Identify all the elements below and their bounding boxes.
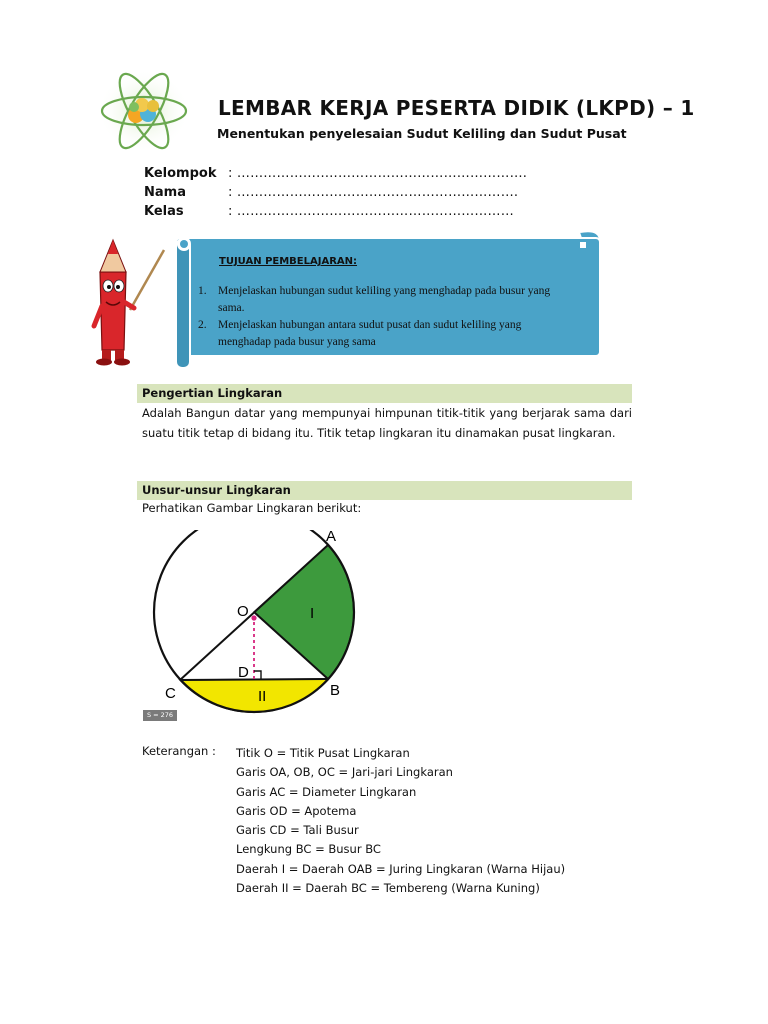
- label-a: A: [326, 530, 337, 545]
- goal-item: [198, 317, 568, 351]
- legend-label: Keterangan :: [142, 744, 216, 758]
- label-region-1: I: [310, 605, 315, 622]
- identity-row-kelas: [144, 204, 514, 219]
- atom-icon: [96, 68, 192, 154]
- identity-row-kelompok: [144, 166, 527, 181]
- page-subtitle: Menentukan penyelesaian Sudut Keliling dan Sudut Pusat: [217, 126, 627, 141]
- identity-label: Kelompok: [144, 166, 217, 181]
- tembereng-region: [180, 679, 328, 712]
- legend-item: Titik O = Titik Pusat Lingkaran: [236, 746, 410, 760]
- identity-row-nama: [144, 185, 518, 200]
- legend-item: Garis OA, OB, OC = Jari-jari Lingkaran: [236, 765, 453, 780]
- label-c: C: [165, 685, 176, 702]
- legend-item: Garis OD = Apotema: [236, 803, 357, 818]
- goal-number: 2.: [198, 319, 207, 331]
- goal-number: 1.: [198, 285, 207, 297]
- goal-text: Menjelaskan hubungan antara sudut pusat dan sudut keliling yang menghadap pada busur yang sama: [218, 319, 522, 348]
- legend-item: Daerah II = Daerah BC = Tembereng (Warna Kuning): [236, 881, 540, 896]
- figure-intro: Perhatikan Gambar Lingkaran berikut:: [142, 501, 362, 515]
- section-heading-definition: Pengertian Lingkaran: [137, 384, 632, 403]
- legend-item: Lengkung BC = Busur BC: [236, 842, 381, 857]
- goals-list: [198, 283, 568, 351]
- chord-cb: [180, 679, 328, 680]
- legend-list: [236, 744, 565, 898]
- center-point: [251, 615, 256, 620]
- right-angle-mark: [254, 671, 261, 679]
- label-o: O: [237, 603, 249, 620]
- identity-blank: : ………………..……………………………………….: [228, 166, 528, 181]
- definition-text: Adalah Bangun datar yang mempunyai himpunan titik-titik yang berjarak sama dari suatu titik tetap di bidang itu. Titik tetap lingkaran itu dinamakan pusat lingkaran.: [142, 406, 632, 440]
- legend-item: Garis AC = Diameter Lingkaran: [236, 784, 417, 799]
- identity-label: Nama: [144, 185, 186, 200]
- pencil-mascot-icon: [86, 232, 168, 368]
- goal-text: Menjelaskan hubungan sudut keliling yang menghadap pada busur yang sama.: [218, 285, 551, 314]
- identity-blank: : ………………………………………………...……: [228, 204, 514, 219]
- juring-region: [254, 545, 354, 679]
- goals-title: TUJUAN PEMBELAJARAN:: [219, 256, 358, 267]
- identity-label: Kelas: [144, 204, 184, 219]
- legend-item: Garis CD = Tali Busur: [236, 823, 359, 838]
- page-title: LEMBAR KERJA PESERTA DIDIK (LKPD) – 1: [218, 96, 695, 120]
- label-region-2: II: [258, 688, 267, 705]
- circle-diagram: [138, 530, 358, 725]
- goal-item: [198, 283, 568, 317]
- label-d: D: [238, 664, 249, 681]
- identity-blank: : ………………………………………………...…….: [228, 185, 519, 200]
- label-b: B: [330, 682, 341, 699]
- legend-item: Daerah I = Daerah OAB = Juring Lingkaran (Warna Hijau): [236, 861, 566, 876]
- scale-badge: S = 276: [143, 710, 177, 721]
- section-heading-elements: Unsur-unsur Lingkaran: [137, 481, 632, 500]
